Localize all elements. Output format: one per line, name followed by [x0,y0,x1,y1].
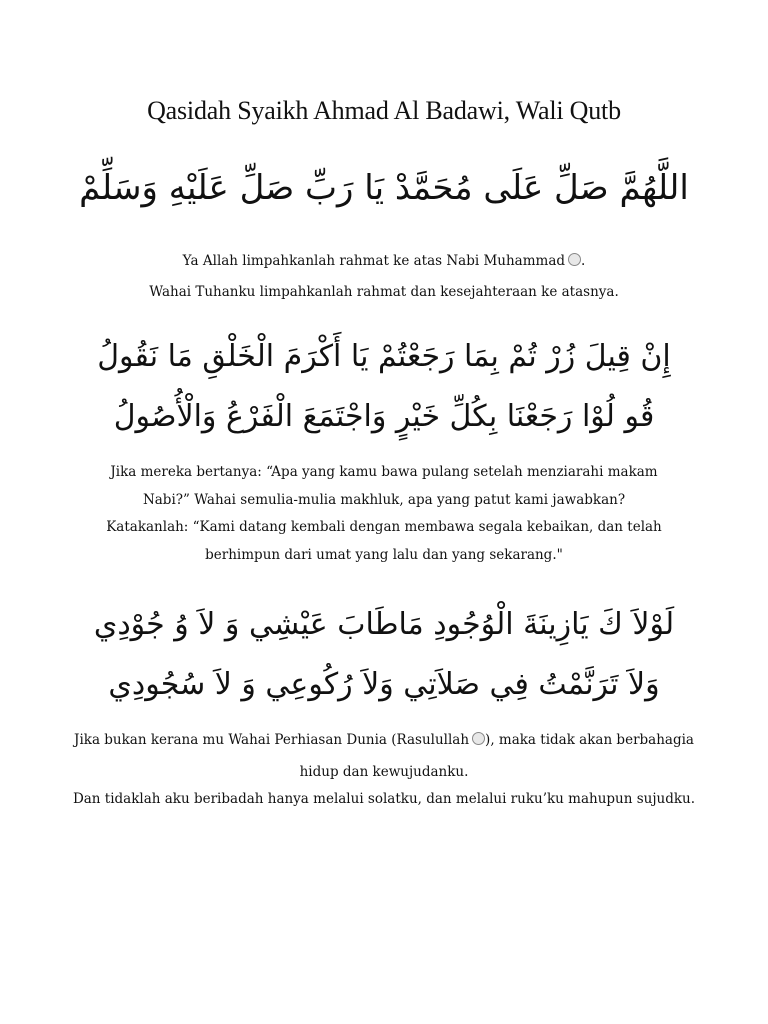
translation-text: Jika bukan kerana mu Wahai Perhiasan Dunia (Rasulullah [74,732,470,748]
translation-text-end: ), maka tidak akan berbahagia [485,732,694,748]
page-title: Qasidah Syaikh Ahmad Al Badawi, Wali Qutb [147,96,621,125]
translation-verse-1-line-1: Jika mereka bertanya: “Apa yang kamu bawa pulang setelah menziarahi makam [110,464,658,480]
translation-verse-1-line-4: berhimpun dari umat yang lalu dan yang sekarang." [205,547,563,563]
arabic-verse-1-line-1: إِنْ قِيلَ زُرْ تُمْ بِمَا رَجَعْتُمْ يَا أَكْرَمَ الْخَلْقِ مَا نَقُولُ [97,339,671,374]
arabic-salawat: اللَّهُمَّ صَلِّ عَلَى مُحَمَّدْ يَا رَبِّ صَلِّ عَلَيْهِ وَسَلِّمْ [79,168,689,208]
translation-text-end: . [581,253,586,269]
translation-salawat-line-1 [40,252,728,270]
arabic-verse-2-line-1: لَوْلاَ كَ يَازِينَةَ الْوُجُودِ مَاطَابَ عَيْشِي وَ لاَ وُ جُوْدِي [93,607,675,642]
translation-text: Ya Allah limpahkanlah rahmat ke atas Nabi Muhammad [182,253,566,269]
arabic-verse-1-line-2: قُو لُوْا رَجَعْنَا بِكُلِّ خَيْرٍ وَاجْتَمَعَ الْفَرْعُ وَالْأُصُولُ [113,399,655,434]
translation-verse-1-line-2: Nabi?” Wahai semulia-mulia makhluk, apa yang patut kami jawabkan? [142,492,626,508]
arabic-verse-2-line-2: وَلاَ تَرَنَّمْتُ فِي صَلاَتِي وَلاَ رُكُوعِي وَ لاَ سُجُودِي [108,667,660,702]
translation-verse-2-line-2: hidup dan kewujudanku. [299,764,469,780]
translation-salawat-line-2: Wahai Tuhanku limpahkanlah rahmat dan kesejahteraan ke atasnya. [149,284,619,300]
translation-verse-2-line-1 [40,731,728,749]
salawat-symbol-icon [568,253,581,266]
salawat-symbol-icon [472,732,485,745]
translation-verse-1-line-3: Katakanlah: “Kami datang kembali dengan membawa segala kebaikan, dan telah [106,519,662,535]
translation-verse-2-line-3: Dan tidaklah aku beribadah hanya melalui solatku, dan melalui ruku’ku mahupun sujudku. [72,791,696,807]
